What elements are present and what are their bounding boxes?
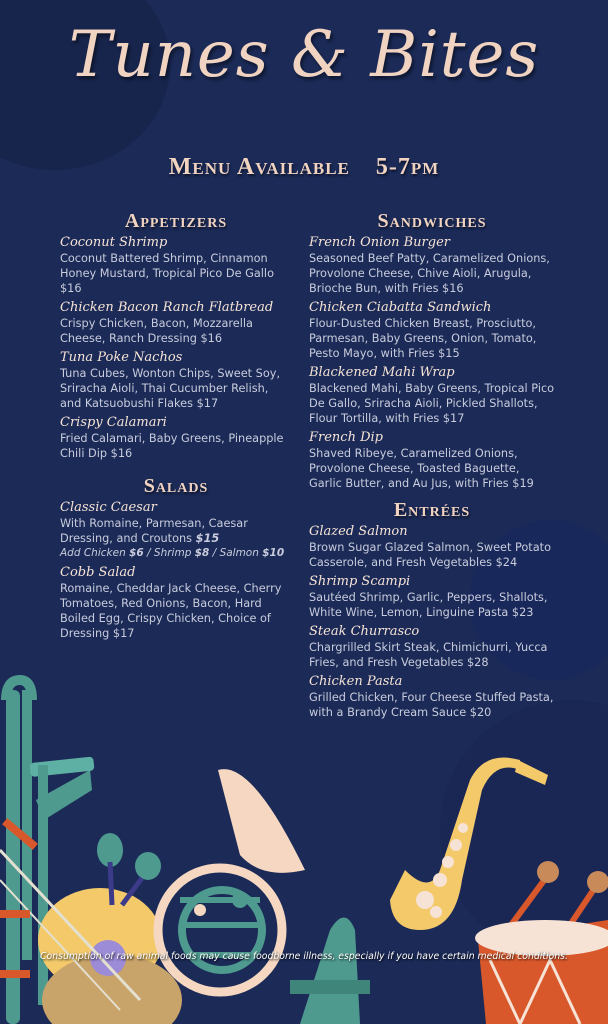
item-description: Shaved Ribeye, Caramelized Onions, Provolone Cheese, Toasted Baguette, Garlic Butter, and Au Jus, with Fries $19 [309, 447, 534, 490]
item-name: Cobb Salad [60, 565, 136, 580]
item-description: Sautéed Shrimp, Garlic, Peppers, Shallots, White Wine, Lemon, Linguine Pasta $23 [309, 591, 548, 619]
item-description: Grilled Chicken, Four Cheese Stuffed Pasta, with a Brandy Cream Sauce $20 [309, 691, 554, 719]
food-safety-disclaimer: Consumption of raw animal foods may cause foodborne illness, especially if you have certain medical conditions. [40, 951, 568, 962]
item-name: Classic Caesar [60, 500, 157, 515]
menu-available-label: Menu Available [168, 154, 350, 180]
item-name: Steak Churrasco [309, 624, 420, 639]
item-description: Romaine, Cheddar Jack Cheese, Cherry Tomatoes, Red Onions, Bacon, Hard Boiled Egg, Crispy Chicken, Choice of Dressing $17 [60, 582, 282, 640]
addon-chicken-price: $6 [129, 547, 144, 559]
item-name: Blackened Mahi Wrap [309, 365, 455, 380]
item-name: Glazed Salmon [309, 524, 408, 539]
item-name: Tuna Poke Nachos [60, 350, 183, 365]
item-description: Coconut Battered Shrimp, Cinnamon Honey Mustard, Tropical Pico De Gallo $16 [60, 252, 274, 295]
item-description: Seasoned Beef Patty, Caramelized Onions, Provolone Cheese, Chive Aioli, Arugula, Brioche Bun, with Fries $16 [309, 252, 550, 295]
item-name: Crispy Calamari [60, 415, 167, 430]
item-name: Chicken Bacon Ranch Flatbread [60, 300, 274, 315]
item-name: Chicken Pasta [309, 674, 403, 689]
item-addons: Add Chicken $6 / Shrimp $8 / Salmon $10 [60, 547, 285, 559]
item-name: Shrimp Scampi [309, 574, 411, 589]
item-price: $15 [195, 532, 220, 545]
item-name: French Onion Burger [309, 235, 450, 250]
addon-shrimp: Shrimp [153, 547, 192, 559]
drum-icon [475, 920, 608, 1024]
appetizers-heading: Appetizers [124, 210, 228, 232]
addon-salmon: Salmon [219, 547, 259, 559]
sandwiches-heading: Sandwiches [377, 210, 487, 232]
item-description: Blackened Mahi, Baby Greens, Tropical Pico De Gallo, Sriracha Aioli, Pickled Shallots, Flour Tortilla, with Fries $17 [309, 382, 555, 425]
item-name: Coconut Shrimp [60, 235, 168, 250]
addon-shrimp-price: $8 [194, 547, 210, 559]
item-description: Chargrilled Skirt Steak, Chimichurri, Yucca Fries, and Fresh Vegetables $28 [309, 641, 548, 669]
menu-title: Tunes & Bites [68, 18, 540, 92]
addon-chicken: Add Chicken [60, 547, 126, 559]
item-description: Brown Sugar Glazed Salmon, Sweet Potato Casserole, and Fresh Vegetables $24 [309, 541, 552, 569]
trumpet-icon [290, 918, 370, 1024]
item-description-text: With Romaine, Parmesan, Caesar Dressing, and Croutons [60, 517, 248, 545]
item-name: French Dip [309, 430, 383, 445]
addon-salmon-price: $10 [262, 547, 285, 559]
item-description: Flour-Dusted Chicken Breast, Prosciutto, Parmesan, Baby Greens, Onion, Tomato, Pesto Mayo, with Fries $15 [309, 317, 537, 360]
salads-heading: Salads [143, 475, 209, 497]
entrees-heading: Entrées [393, 499, 471, 521]
item-description: Tuna Cubes, Wonton Chips, Sweet Soy, Sriracha Aioli, Thai Cucumber Relish, and Katsuobushi Flakes $17 [60, 367, 281, 410]
item-description: Crispy Chicken, Bacon, Mozzarella Cheese, Ranch Dressing $16 [60, 317, 253, 345]
menu-time: 5-7pm [375, 154, 440, 180]
item-description: Fried Calamari, Baby Greens, Pineapple Chili Dip $16 [60, 432, 284, 460]
item-name: Chicken Ciabatta Sandwich [309, 300, 492, 315]
